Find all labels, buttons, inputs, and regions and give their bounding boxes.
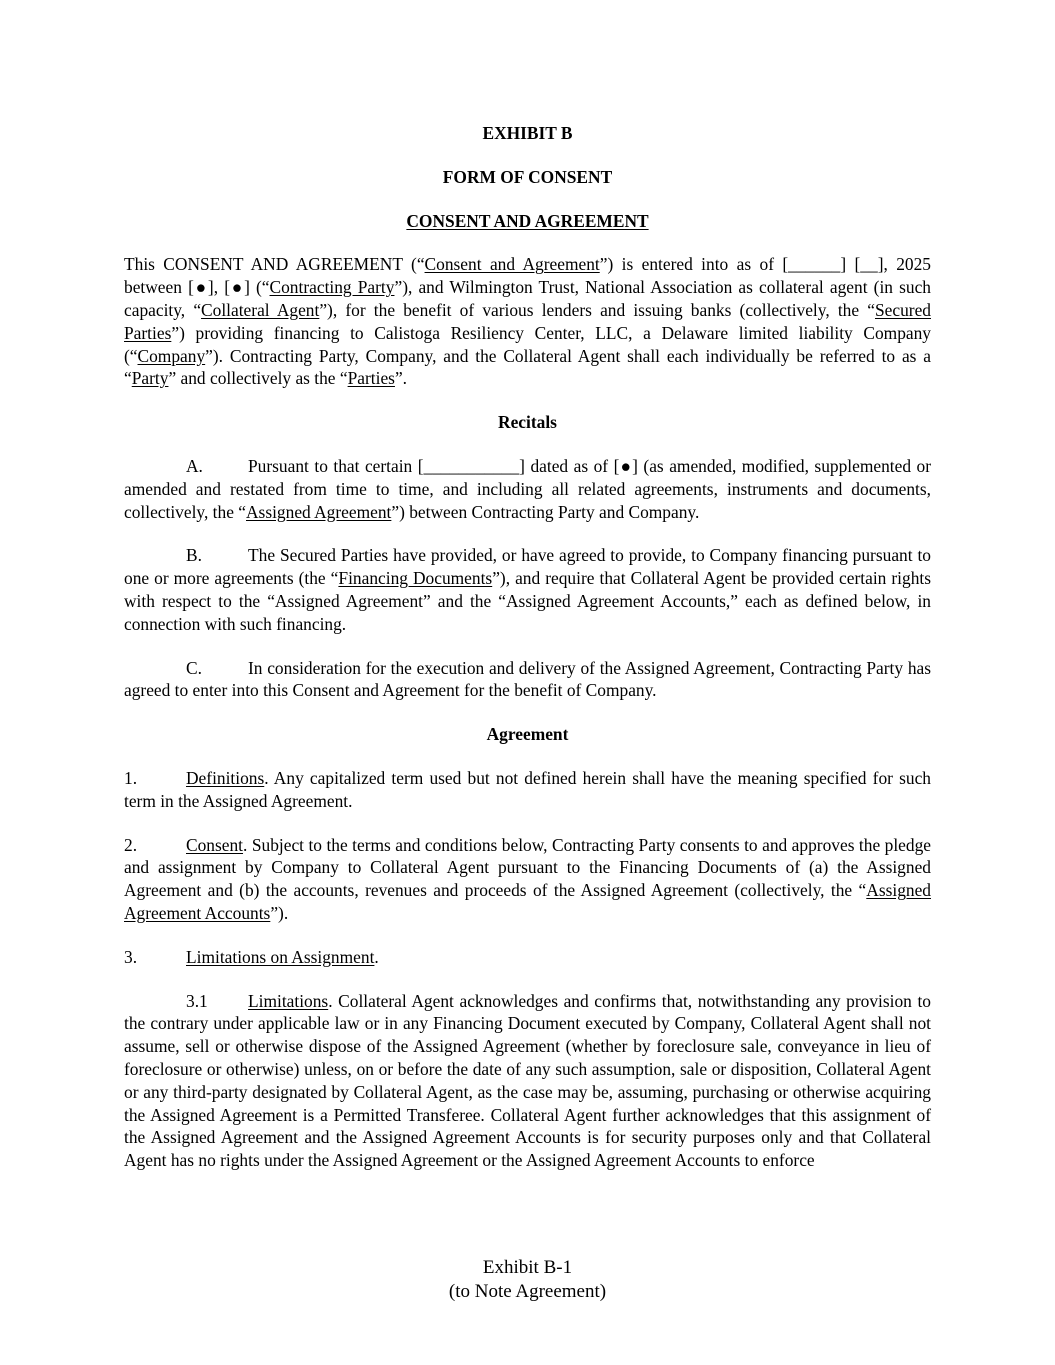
section-number: 3. (124, 946, 138, 967)
footer-exhibit-number: Exhibit B-1 (482, 1257, 573, 1278)
document-page (124, 122, 931, 1172)
footer-note: (to Note Agreement) (448, 1281, 607, 1302)
section-title: Definitions (186, 767, 265, 788)
section-3: 3. Limitations on Assignment. (124, 946, 379, 967)
exhibit-heading: EXHIBIT B (482, 123, 573, 143)
recital-c: C. In consideration for the execution and delivery of the Assigned Agreement, Contracting Party has agreed to enter into this Consent and Agreement for the benefit of Company. (124, 657, 931, 701)
intro-paragraph: This CONSENT AND AGREEMENT (“Consent and Agreement”) is entered into as of [______] [__], 2025 between [●], [●] (“Contracting Party”), and Wilmington Trust, National Association as collateral agent (in such capacity, “Collateral Agent”), for the benefit of various lenders and issuing banks (collectively, the “Secured Parties”) providing financing to Calistoga Resiliency Center, LLC, a Delaware limited liability Company (“Company”). Contracting Party, Company, and the Collateral Agent shall each individually be referred to as a “Party” and collectively as the “Parties”. (124, 254, 931, 389)
defined-term: Consent and Agreement (424, 254, 600, 275)
page-footer (0, 1256, 1055, 1304)
defined-term: Assigned Agreement Accounts (124, 880, 931, 923)
recital-a: A. Pursuant to that certain [___________] dated as of [●] (as amended, modified, supplemented or amended and restated from time to time, and including all related agreements, instruments and documents, collectively, the “Assigned Agreement”) between Contracting Party and Company. (124, 455, 931, 522)
defined-term: Collateral Agent (201, 299, 320, 320)
defined-term: Party (131, 368, 169, 389)
section-title: Limitations (248, 990, 329, 1011)
section-1: 1. Definitions. Any capitalized term used but not defined herein shall have the meaning specified for such term in the Assigned Agreement. (124, 767, 931, 811)
section-number: 1. (124, 767, 138, 788)
defined-term: Contracting Party (269, 277, 395, 298)
document-title: CONSENT AND AGREEMENT (406, 210, 649, 231)
section-number: 2. (124, 834, 138, 855)
defined-term: Company (137, 345, 206, 366)
section-2: 2. Consent. Subject to the terms and conditions below, Contracting Party consents to and approves the pledge and assignment by Company to Collateral Agent pursuant to the Financing Documents of (a) the Assigned Agreement and (b) the accounts, revenues and proceeds of the Assigned Agreement (collectively, the “Assigned Agreement Accounts”). (124, 834, 931, 923)
recital-label: C. (186, 657, 202, 678)
section-3-1: 3.1 Limitations. Collateral Agent acknowledges and confirms that, notwithstanding any provision to the contrary under applicable law or in any Financing Document executed by Company, Collateral Agent shall not assume, sell or otherwise dispose of the Assigned Agreement (whether by foreclosure sale, conveyance in lieu of foreclosure or otherwise) unless, on or before the date of any such assumption, sale or disposition, Collateral Agent or any third-party designated by Collateral Agent, as the case may be, assuming, purchasing or otherwise acquiring the Assigned Agreement is a Permitted Transferee. Collateral Agent further acknowledges that this assignment of the Assigned Agreement and the Assigned Agreement Accounts is for security purposes only and that Collateral Agent has no rights under the Assigned Agreement or the Assigned Agreement Accounts to enforce (124, 990, 931, 1171)
section-number: 3.1 (186, 990, 208, 1011)
defined-term: Secured Parties (124, 299, 931, 343)
section-title: Consent (186, 834, 244, 855)
defined-term: Financing Documents (338, 568, 493, 589)
recital-label: B. (186, 545, 202, 566)
defined-term: Parties (347, 368, 395, 389)
recitals-heading: Recitals (498, 412, 557, 433)
recital-label: A. (186, 455, 203, 476)
agreement-heading: Agreement (486, 724, 569, 745)
recital-b: B. The Secured Parties have provided, or have agreed to provide, to Company financing pursuant to one or more agreements (the “Financing Documents”), and require that Collateral Agent be provided certain rights with respect to the “Assigned Agreement” and the “Assigned Agreement Accounts,” each as defined below, in connection with such financing. (124, 545, 931, 634)
section-title: Limitations on Assignment (186, 946, 375, 967)
defined-term: Assigned Agreement (246, 501, 392, 522)
form-heading: FORM OF CONSENT (442, 166, 613, 187)
